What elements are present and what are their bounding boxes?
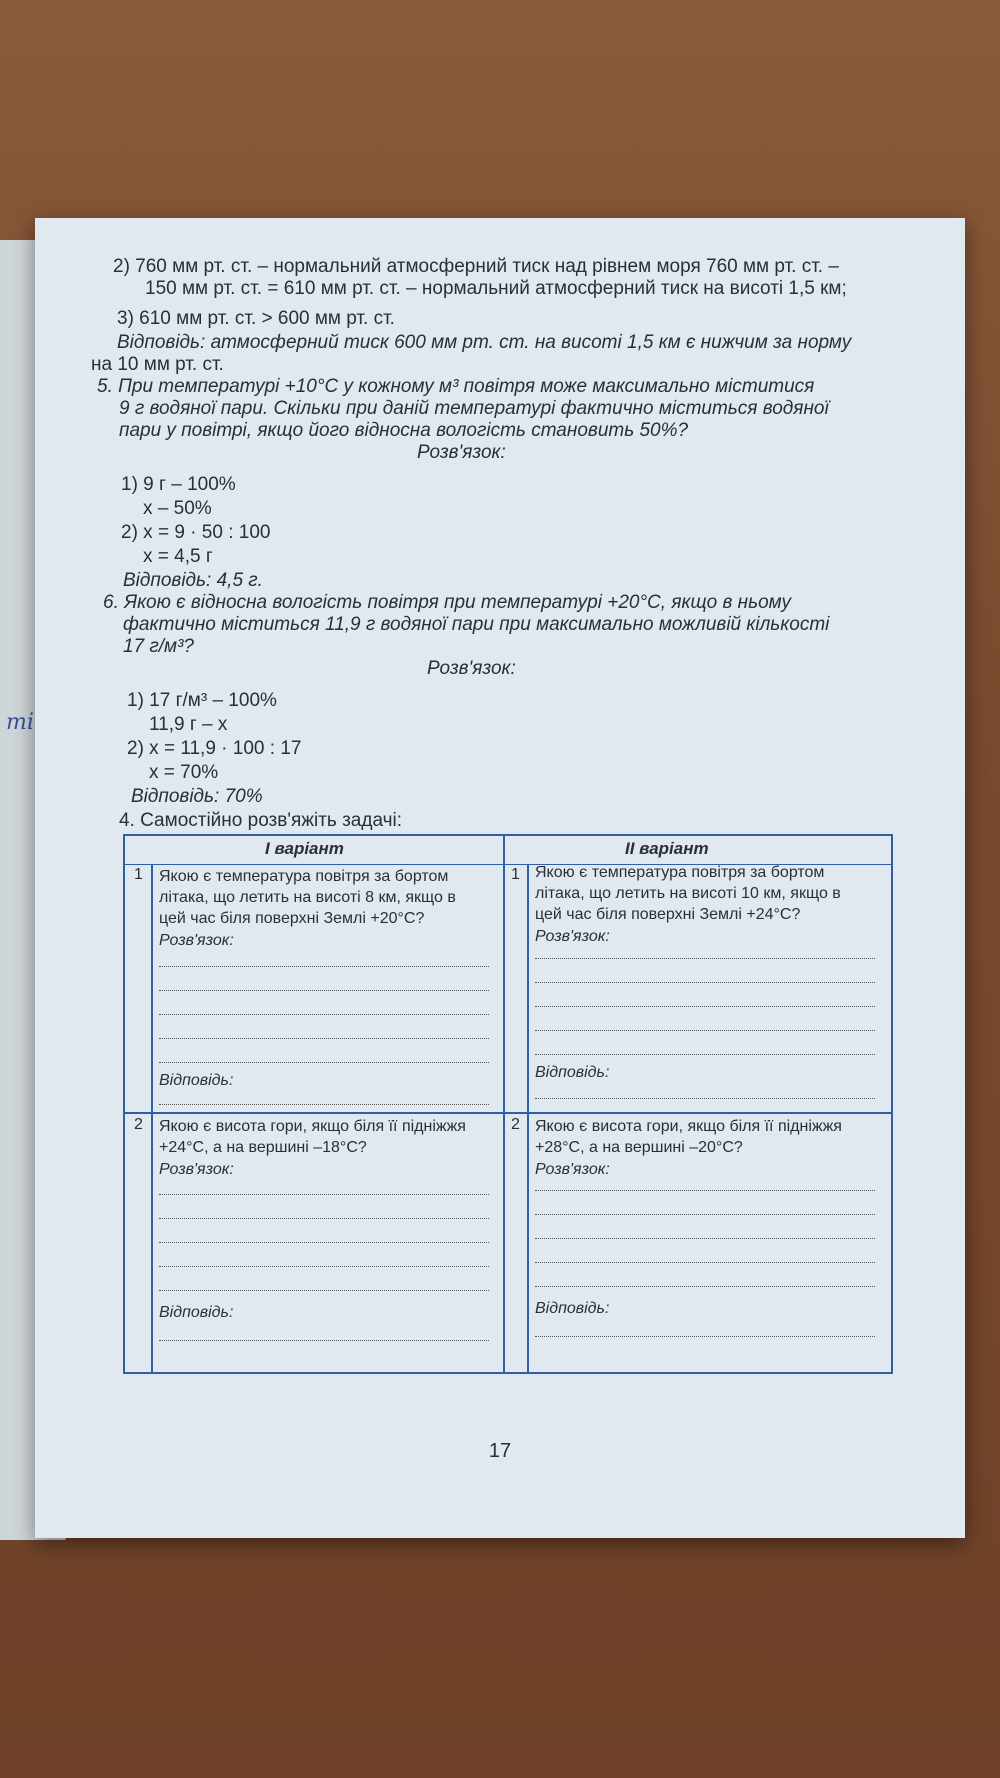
- answer-text: на 10 мм рт. ст.: [91, 354, 224, 375]
- answer-line[interactable]: [159, 1062, 489, 1063]
- solution-step: х = 4,5 г: [143, 546, 213, 567]
- task-text: +24°С, а на вершині –18°С?: [159, 1139, 367, 1156]
- answer-line[interactable]: [159, 1194, 489, 1195]
- text-line: 3) 610 мм рт. ст. > 600 мм рт. ст.: [117, 308, 395, 329]
- answer-line[interactable]: [535, 1190, 875, 1191]
- answer-line[interactable]: [535, 1238, 875, 1239]
- task-5-question: 9 г водяної пари. Скільки при даній температурі фактично міститься водяної: [119, 398, 829, 419]
- solution-label: Розв'язок:: [159, 932, 234, 949]
- task-text: літака, що летить на висоті 10 км, якщо в: [535, 885, 841, 902]
- task-number: 2: [511, 1116, 520, 1133]
- task-text: цей час біля поверхні Землі +24°С?: [535, 906, 801, 923]
- answer-line[interactable]: [535, 1054, 875, 1055]
- solution-step: х = 70%: [149, 762, 219, 783]
- answer-line[interactable]: [159, 966, 489, 967]
- section-heading: 4. Самостійно розв'яжіть задачі:: [119, 810, 402, 831]
- answer-line[interactable]: [535, 1336, 875, 1337]
- answer-text: Відповідь: 70%: [131, 786, 263, 807]
- answer-line[interactable]: [535, 1262, 875, 1263]
- solution-label: Розв'язок:: [535, 928, 610, 945]
- variant-1-header: I варіант: [265, 839, 344, 858]
- solution-label: Розв'язок:: [159, 1161, 234, 1178]
- task-number: 1: [134, 866, 143, 883]
- solution-step: 2) х = 11,9 · 100 : 17: [127, 738, 302, 759]
- answer-line[interactable]: [159, 1218, 489, 1219]
- answer-line[interactable]: [159, 1038, 489, 1039]
- answer-line[interactable]: [159, 1340, 489, 1341]
- solution-step: 11,9 г – х: [149, 714, 228, 735]
- task-5-question: пари у повітрі, якщо його відносна вологість становить 50%?: [119, 420, 689, 441]
- variant-2-header: II варіант: [625, 839, 709, 858]
- text-line: 150 мм рт. ст. = 610 мм рт. ст. – нормальний атмосферний тиск на висоті 1,5 км;: [145, 278, 847, 299]
- solution-label: Розв'язок:: [535, 1161, 610, 1178]
- answer-line[interactable]: [159, 1266, 489, 1267]
- answer-line[interactable]: [535, 1030, 875, 1031]
- solution-step: х – 50%: [143, 498, 212, 519]
- task-6-question: 6. Якою є відносна вологість повітря при температурі +20°С, якщо в ньому: [103, 592, 791, 613]
- answer-line[interactable]: [535, 958, 875, 959]
- solution-step: 1) 17 г/м³ – 100%: [127, 690, 277, 711]
- handwritten-mark: mi: [6, 710, 34, 735]
- answer-label: Відповідь:: [535, 1064, 610, 1081]
- answer-line[interactable]: [535, 982, 875, 983]
- solution-step: 2) х = 9 · 50 : 100: [121, 522, 271, 543]
- task-6-question: фактично міститься 11,9 г водяної пари при максимально можливій кількості: [123, 614, 830, 635]
- task-text: цей час біля поверхні Землі +20°С?: [159, 910, 425, 927]
- task-6-question: 17 г/м³?: [123, 636, 194, 657]
- text-line: 2) 760 мм рт. ст. – нормальний атмосферний тиск над рівнем моря 760 мм рт. ст. –: [113, 256, 839, 277]
- task-text: Якою є температура повітря за бортом: [159, 868, 449, 885]
- answer-line[interactable]: [159, 1014, 489, 1015]
- answer-label: Відповідь:: [159, 1304, 234, 1321]
- solution-label: Розв'язок:: [417, 442, 506, 463]
- answer-line[interactable]: [159, 1242, 489, 1243]
- answer-line[interactable]: [159, 990, 489, 991]
- task-text: Якою є висота гори, якщо біля її підніжжя: [159, 1118, 466, 1135]
- tasks-table: [123, 834, 893, 1374]
- task-text: +28°С, а на вершині –20°С?: [535, 1139, 743, 1156]
- answer-line[interactable]: [535, 1006, 875, 1007]
- answer-line[interactable]: [535, 1098, 875, 1099]
- task-number: 2: [134, 1116, 143, 1133]
- answer-line[interactable]: [535, 1286, 875, 1287]
- solution-label: Розв'язок:: [427, 658, 516, 679]
- task-text: Якою є температура повітря за бортом: [535, 864, 825, 881]
- workbook-page: [35, 218, 965, 1538]
- answer-line[interactable]: [159, 1104, 489, 1105]
- task-5-question: 5. При температурі +10°С у кожному м³ повітря може максимально міститися: [97, 376, 815, 397]
- task-text: літака, що летить на висоті 8 км, якщо в: [159, 889, 456, 906]
- answer-line[interactable]: [159, 1290, 489, 1291]
- answer-line[interactable]: [535, 1214, 875, 1215]
- task-text: Якою є висота гори, якщо біля її підніжжя: [535, 1118, 842, 1135]
- answer-label: Відповідь:: [535, 1300, 610, 1317]
- answer-text: Відповідь: атмосферний тиск 600 мм рт. ст. на висоті 1,5 км є нижчим за норму: [117, 332, 852, 353]
- answer-text: Відповідь: 4,5 г.: [123, 570, 263, 591]
- answer-label: Відповідь:: [159, 1072, 234, 1089]
- page-number: 17: [488, 1440, 512, 1462]
- task-number: 1: [511, 866, 520, 883]
- solution-step: 1) 9 г – 100%: [121, 474, 236, 495]
- table-header: [125, 836, 891, 865]
